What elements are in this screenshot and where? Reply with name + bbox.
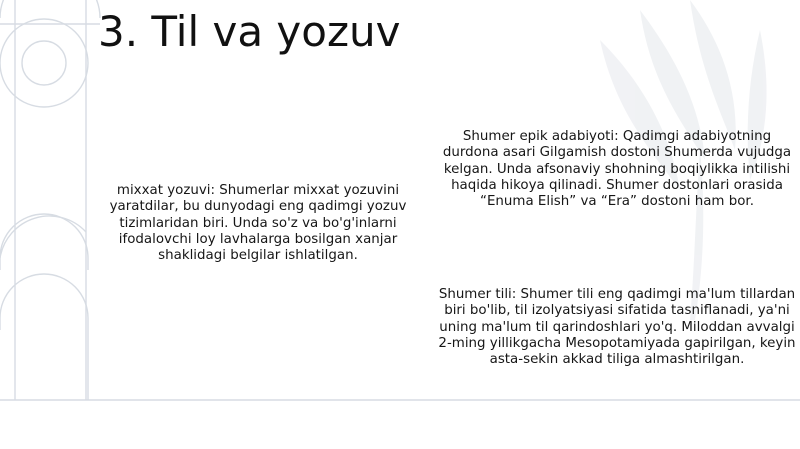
text-block-epik-adabiyot: Shumer epik adabiyoti: Qadimgi adabiyotning durdona asari Gilgamish dostoni Shumerda vujudga kelgan. Unda afsonaviy shohning boqiylikka intilishi haqida hikoya qilinadi. Shumer dostonlari orasida “Enuma Elish” va “Era” dostoni ham bor.	[442, 129, 792, 210]
deco-arch-outer	[0, 216, 86, 258]
text-block-shumer-tili: Shumer tili: Shumer tili eng qadimgi ma'lum tillardan biri bo'lib, til izolyatsiyasi sifatida tasniflanadi, ya'ni uning ma'lum til qarindoshlari yo'q. Miloddan avvalgi 2-ming yillikgacha Mesopotamiyada gapirilgan, keyin asta-sekin akkad tiliga almashtirilgan.	[438, 287, 796, 368]
deco-circle	[0, 19, 88, 107]
slide-title: 3. Til va yozuv	[98, 7, 401, 56]
text-block-mixxat-yozuvi: mixxat yozuvi: Shumerlar mixxat yozuvini yaratdilar, bu dunyodagi eng qadimgi yozuv tizimlaridan biri. Unda so'z va bo'g'inlarni ifodalovchi loy lavhalarga bosilgan xanjar shaklidagi belgilar ishlatilgan.	[109, 183, 407, 264]
deco-arch	[0, 274, 88, 400]
deco-circle	[22, 41, 66, 85]
